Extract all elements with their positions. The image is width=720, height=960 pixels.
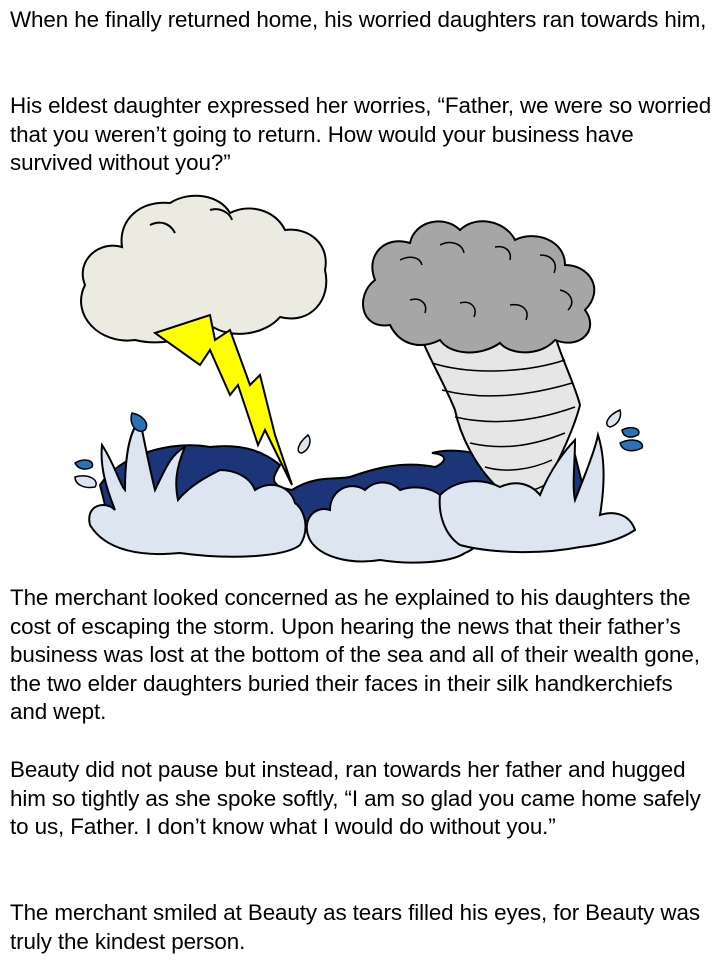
droplet-5 xyxy=(607,410,621,427)
paragraph-merchant-explains: The merchant looked concerned as he explained to his daughters the cost of escaping the storm. Upon hearing the news that their father’s business was lost at the bottom of the sea and all of their wealth gone, the two elder daughters buried their faces in their silk handkerchiefs and wept. xyxy=(10,585,700,725)
paragraph-eldest-daughter: His eldest daughter expressed her worries, “Father, we were so worried that you weren’t going to return. How would your business have survived without you?” xyxy=(10,93,712,176)
cloud-dark xyxy=(363,221,594,352)
paragraph-beauty-hugs: Beauty did not pause but instead, ran towards her father and hugged him so tightly as she spoke softly, “I am so glad you came home safely to us, Father. I don’t know what I would do without you.” xyxy=(10,757,701,840)
droplet-3 xyxy=(75,476,96,488)
droplet-6 xyxy=(622,428,639,437)
droplet-7 xyxy=(620,440,642,451)
droplet-4 xyxy=(298,435,310,453)
droplet-2 xyxy=(75,460,93,469)
storm-illustration xyxy=(60,185,660,580)
paragraph-kindest-person: The merchant smiled at Beauty as tears filled his eyes, for Beauty was truly the kindest person. xyxy=(10,900,700,954)
paragraph-homecoming: When he finally returned home, his worried daughters ran towards him, xyxy=(10,7,707,32)
